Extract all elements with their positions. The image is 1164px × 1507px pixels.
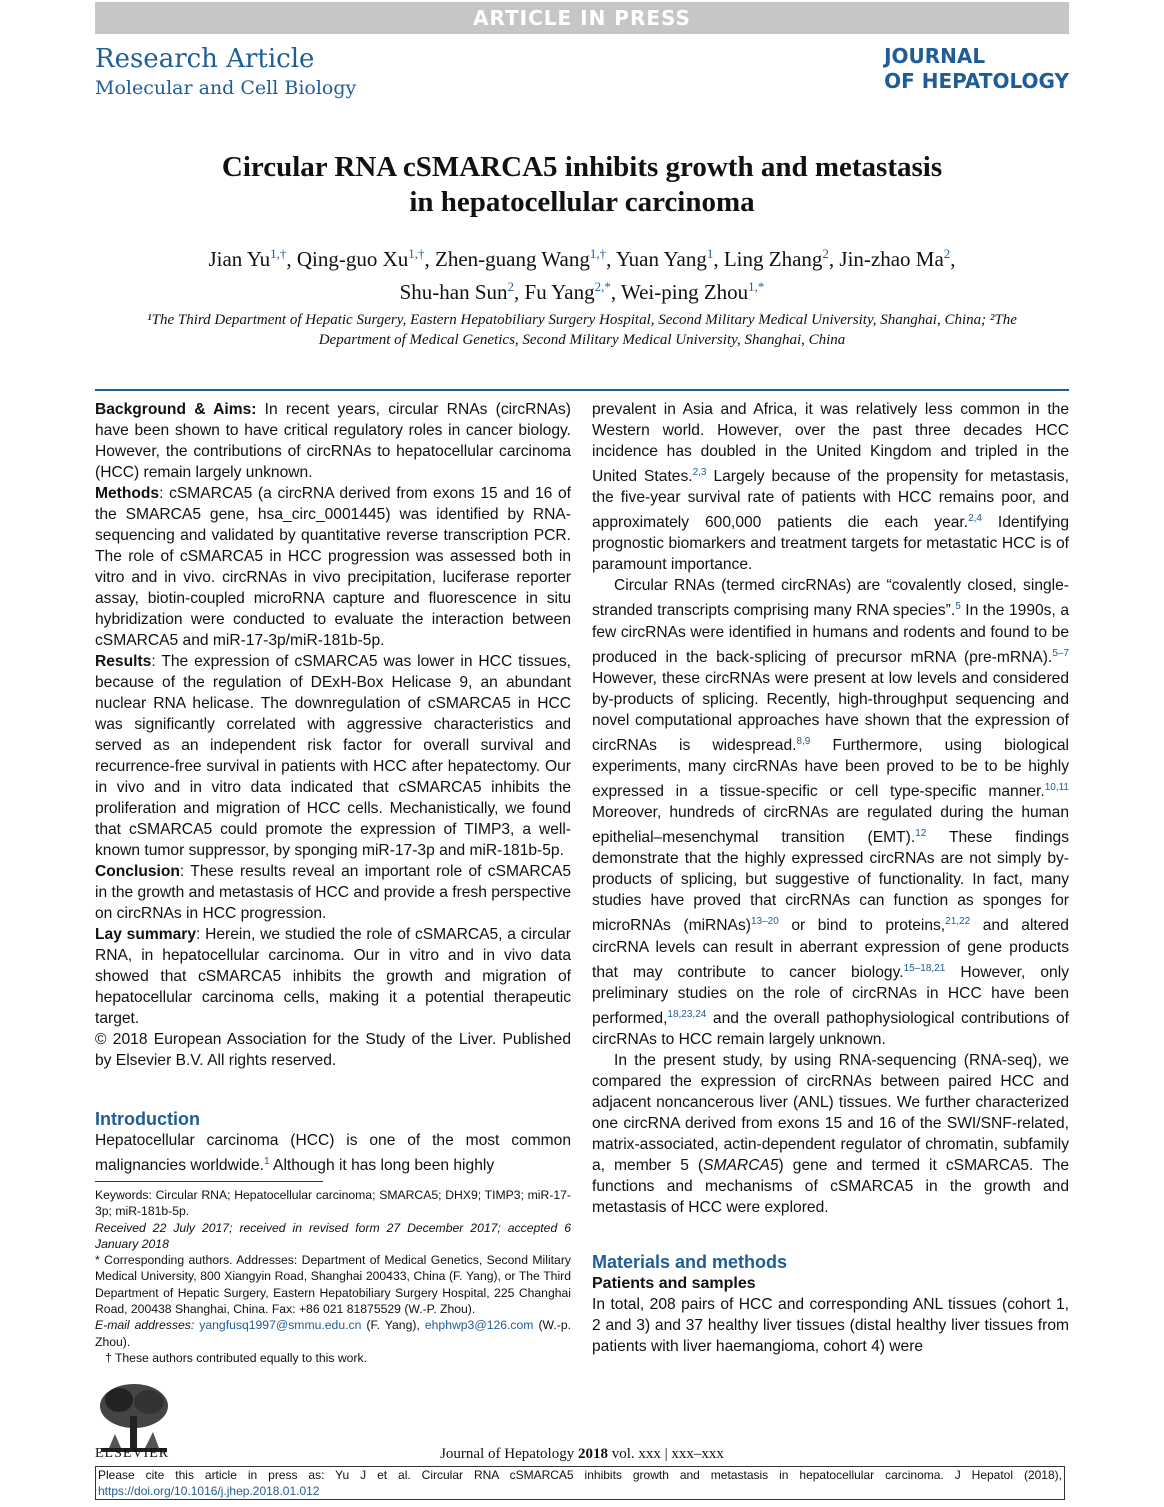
text: or bind to proteins, (778, 917, 946, 935)
left-column (95, 399, 571, 1176)
ref-link[interactable]: 18,23,24 (667, 1008, 707, 1020)
text: Furthermore, using biological experiments, many circRNAs have been proved to be to be highly expressed in a tissue-specific or cell type-specific manner. (592, 736, 1070, 801)
email-addresses (95, 1317, 571, 1350)
right-paragraph-2 (592, 575, 1069, 1050)
footer-journal: Journal of Hepatology (440, 1446, 578, 1462)
keywords: Keywords: Circular RNA; Hepatocellular carcinoma; SMARCA5; DHX9; TIMP3; miR-17-3p; miR-181b-5p. (95, 1188, 571, 1219)
email-link-1[interactable]: yangfusq1997@smmu.edu.cn (199, 1318, 362, 1333)
footer-year: 2018 (577, 1446, 608, 1462)
intro-text: Hepatocellular carcinoma (HCC) is one of the most common malignancies worldwide. (95, 1132, 571, 1175)
methods-paragraph: In total, 208 pairs of HCC and corresponding ANL tissues (cohort 1, 2 and 3) and 37 healthy liver tissues (distal healthy liver tissues from patients with liver haemangioma, cohort 4) were (592, 1295, 1069, 1355)
text: However, these circRNAs were present at low levels and considered by-products of splicing. Recently, high-throughput sequencing and novel computational approaches have shown that the expression of circRNAs is widespread. (592, 669, 1069, 754)
text: Moreover, hundreds of circRNAs are regulated during the human epithelial–mesenchymal transition (EMT). (592, 804, 1069, 847)
journal-line-1: JOURNAL (884, 44, 986, 68)
author-affiliation-mark: 1,† (408, 246, 425, 261)
bg-label: Background & Aims: (95, 401, 257, 418)
gene-name: SMARCA5 (703, 1156, 779, 1174)
intro-paragraph-1 (95, 1130, 571, 1176)
lay-label: Lay summary (95, 926, 196, 943)
methods-text: : cSMARCA5 (a circRNA derived from exons 15 and 16 of the SMARCA5 gene, hsa_circ_0001445) was identified by RNA-sequencing and validated by quantitative reverse transcription PCR. The role of cSMARCA5 in HCC progression was assessed both in vitro and in vivo. circRNAs in vivo precipitation, luciferase reporter assay, biotin-coupled microRNA capture and fluorescence in situ hybridization were conducted to evaluate the interaction between cSMARCA5 and miR-17-3p/miR-181b-5p. (95, 485, 571, 649)
text: prevalent in Asia and Africa, it was relatively less common in the Western world. However, over the past three decades HCC incidence has doubled in the United Kingdom and tripled in the United States. (592, 401, 1069, 486)
author-affiliation-mark: 1,† (589, 246, 607, 261)
author-separator: , (286, 247, 297, 271)
author-name: Wei-ping Zhou (620, 280, 749, 304)
text: In the present study, by using RNA-sequencing (RNA-seq), we compared the expression of circRNAs between paired HCC and adjacent noncancerous liver (ANL) tissues. We further characterized one circRNA derived from exons 15 and 16 of the SWI/SNF-related, matrix-associated, actin-dependent regulator of chromatin, subfamily a, member 5 ( (592, 1051, 1069, 1174)
author-name: Jian Yu (208, 247, 271, 271)
author-affiliation-mark: 1,* (748, 279, 765, 294)
affiliation-line-2: Department of Medical Genetics, Second Military Medical University, Shanghai, China (318, 332, 846, 348)
right-column (592, 399, 1069, 1357)
spacer (95, 1071, 571, 1109)
footer-volume: vol. xxx | xxx–xxx (607, 1446, 724, 1462)
received-dates: Received 22 July 2017; received in revised form 27 December 2017; accepted 6 January 2018 (95, 1220, 571, 1251)
text: In the 1990s, a few circRNAs were identified in humans and rodents and found to be produced in the back-splicing of precursor mRNA (pre-mRNA). (592, 602, 1069, 666)
citation-text: Please cite this article in press as: Yu J et al. Circular RNA cSMARCA5 inhibits growth and metastasis in hepatocellular carcinoma. J Hepatol (2018), (98, 1468, 1062, 1482)
corresponding-authors: * Corresponding authors. Addresses: Department of Medical Genetics, Second Military Medical University, 800 Xiangyin Road, Shanghai 200433, China (F. Yang), or The Third Department of Hepatic Surgery, Eastern Hepatobiliary Surgery Hospital, 225 Changhai Road, 200438 Shanghai, China. Fax: +86 021 81875529 (W.-P. Zhou). (95, 1253, 571, 1317)
text: However, only preliminary studies on the role of circRNAs in HCC have been performed, (592, 963, 1069, 1027)
article-in-press-banner: ARTICLE IN PRESS (95, 2, 1069, 34)
patients-subheading: Patients and samples (592, 1274, 756, 1292)
affiliations (95, 310, 1069, 350)
ref-link[interactable]: 8,9 (796, 735, 811, 747)
author-list (120, 240, 1044, 306)
author-affiliation-mark: 2 (943, 246, 951, 261)
conclusion-label: Conclusion (95, 863, 180, 880)
methods-heading: Materials and methods (592, 1251, 788, 1272)
abstract-background (95, 399, 571, 483)
ref-link[interactable]: 13–20 (750, 916, 779, 928)
email-owner-1: (F. Yang), (361, 1318, 425, 1333)
methods-label: Methods (95, 485, 160, 502)
ref-link[interactable]: 2,3 (692, 467, 707, 478)
author-affiliation-mark: 2 (822, 246, 829, 261)
text: Identifying prognostic biomarkers and treatment targets for metastatic HCC is of paramount importance. (592, 514, 1070, 574)
ref-link[interactable]: 2,4 (968, 513, 982, 525)
title-line-1: Circular RNA cSMARCA5 inhibits growth and metastasis (221, 151, 943, 183)
text: ) gene and termed it cSMARCA5. The functions and mechanisms of cSMARCA5 in the growth and metastasis of HCC were explored. (592, 1156, 1069, 1216)
author-name: Jin-zhao Ma (839, 247, 944, 271)
author-name: Zhen-guang Wang (435, 247, 590, 271)
journal-logo (884, 44, 1069, 94)
author-affiliation-mark: 2,* (594, 279, 611, 294)
ref-link[interactable]: 12 (915, 828, 927, 840)
ref-link[interactable]: 10,11 (1044, 781, 1069, 793)
ref-link[interactable]: 21,22 (945, 916, 971, 928)
doi-link[interactable]: https://doi.org/10.1016/j.jhep.2018.01.012 (98, 1484, 320, 1498)
abstract-conclusion (95, 861, 571, 924)
author-name: Shu-han Sun (399, 280, 508, 304)
ref-link[interactable]: 5–7 (1052, 647, 1069, 659)
author-separator: , (828, 247, 840, 271)
author-affiliation-mark: 2 (507, 279, 515, 294)
paper-title (95, 150, 1069, 220)
title-line-2: in hepatocellular carcinoma (409, 186, 755, 218)
conclusion-text: : These results reveal an important role of cSMARCA5 in the growth and metastasis of HCC and provide a fresh perspective on circRNAs in HCC progression. (95, 863, 571, 922)
author-separator: , (424, 247, 436, 271)
author-line-1 (120, 240, 1044, 273)
author-name: Ling Zhang (723, 247, 823, 271)
citation-box (95, 1466, 1065, 1500)
author-name: Qing-guo Xu (296, 247, 409, 271)
intro-text-tail: Although it has long been highly (269, 1157, 495, 1175)
affiliation-line-1: ¹The Third Department of Hepatic Surgery, Eastern Hepatobiliary Surgery Hospital, Second Military Medical University, Shanghai, China; ²The (147, 312, 1017, 328)
abstract-results (95, 651, 571, 861)
author-line-2 (120, 273, 1044, 306)
journal-line-2: OF HEPATOLOGY (884, 69, 1069, 93)
text: Largely because of the propensity for metastasis, the five-year survival rate of patients with HCC remains poor, and approximately 600,000 patients die each year. (592, 468, 1069, 532)
email-label: E-mail addresses: (95, 1318, 195, 1333)
author-separator: , (610, 280, 621, 304)
author-separator: , (713, 247, 724, 271)
abstract-divider (95, 389, 1069, 391)
right-paragraph-1 (592, 399, 1069, 575)
email-owner-2: (W.-p. Zhou). (95, 1318, 572, 1349)
article-type: Research Article (95, 44, 315, 74)
text: and altered circRNA levels can result in aberrant expression of gene products that may contribute to cancer biology. (592, 917, 1069, 981)
spacer (592, 1218, 1069, 1252)
author-name: Yuan Yang (615, 247, 707, 271)
text: Circular RNAs (termed circRNAs) are “covalently closed, single-stranded transcripts comprising many RNA species”. (592, 577, 1069, 620)
introduction-heading: Introduction (95, 1109, 200, 1129)
journal-footer (95, 1446, 1069, 1463)
bg-text: In recent years, circular RNAs (circRNAs) have been shown to have critical regulatory roles in cancer biology. However, the contributions of circRNAs to hepatocellular carcinoma (HCC) remain largely unknown. (95, 401, 571, 481)
lay-text: : Herein, we studied the role of cSMARCA5, a circular RNA, in hepatocellular carcinoma. Our in vitro and in vivo data showed that cSMARCA5 inhibits the growth and migration of hepatocellular carcinoma cells, making it a potential therapeutic target. (95, 926, 571, 1027)
footnote-divider (95, 1181, 323, 1182)
ref-link[interactable]: 5 (955, 601, 961, 613)
ref-link[interactable]: 15–18,21 (903, 962, 946, 974)
equal-contribution-note: † These authors contributed equally to this work. (105, 1350, 367, 1365)
text: These findings demonstrate that the highly expressed circRNAs are not simply by-products of splicing, but suggestive of functionality. In fact, many studies have proved that circRNAs can function as sponges for microRNAs (miRNAs) (592, 829, 1069, 935)
abstract-methods (95, 483, 571, 651)
author-name: Fu Yang (524, 280, 595, 304)
article-subtype: Molecular and Cell Biology (95, 77, 357, 99)
text: and the overall pathophysiological contributions of circRNAs to HCC remain largely unknown. (592, 1009, 1069, 1048)
abstract-copyright: © 2018 European Association for the Study of the Liver. Published by Elsevier B.V. All rights reserved. (95, 1031, 571, 1069)
author-affiliation-mark: 1,† (270, 246, 287, 261)
results-text: : The expression of cSMARCA5 was lower in HCC tissues, because of the regulation of DExH-Box Helicase 9, an abundant nuclear RNA helicase. The downregulation of cSMARCA5 in HCC was significantly correlated with aggressive characteristics and served as an independent risk factor for overall survival and recurrence-free survival in patients with HCC after hepatectomy. Our in vivo and in vitro data indicated that cSMARCA5 inhibits the proliferation and migration of HCC cells. Mechanistically, we found that cSMARCA5 could promote the expression of TIMP3, a well-known tumor suppressor, by sponging miR-17-3p and miR-181b-5p. (95, 653, 571, 859)
results-label: Results (95, 653, 152, 670)
author-affiliation-mark: 1 (706, 246, 714, 261)
publisher-name: ELSEVIER (95, 1446, 170, 1461)
email-link-2[interactable]: ehphwp3@126.com (424, 1318, 534, 1333)
ref-link[interactable]: 1 (264, 1156, 270, 1167)
footnotes (95, 1187, 571, 1366)
elsevier-tree-logo (95, 1378, 173, 1456)
right-paragraph-3 (592, 1050, 1069, 1218)
abstract-lay-summary (95, 924, 571, 1029)
author-separator: , (514, 280, 525, 304)
author-separator: , (950, 247, 956, 271)
author-separator: , (606, 247, 616, 271)
